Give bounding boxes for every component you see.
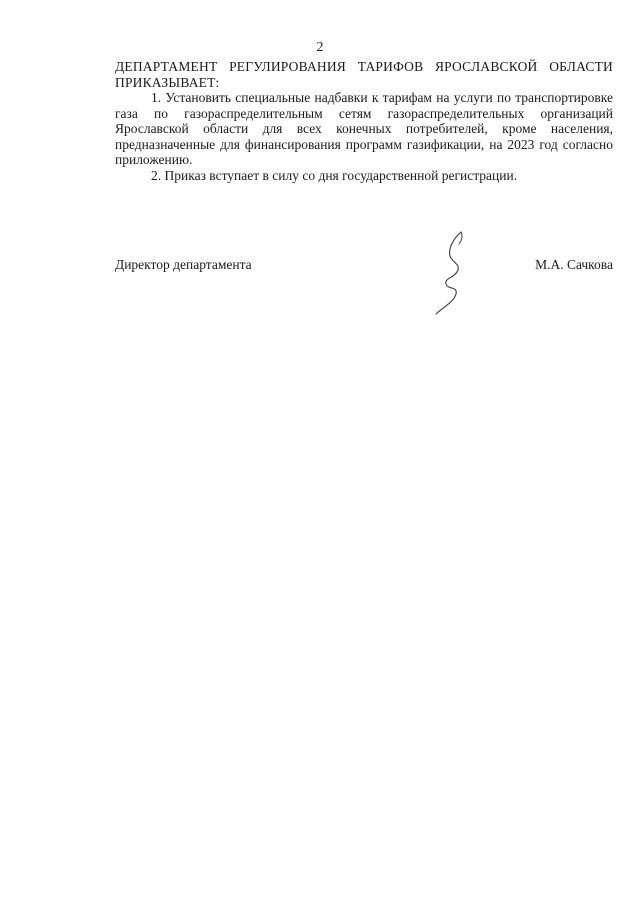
handwritten-signature-icon (430, 228, 470, 316)
page-number: 2 (316, 40, 324, 55)
signatory-title: Директор департамента (115, 257, 252, 272)
document-body (115, 59, 613, 183)
order-heading: ДЕПАРТАМЕНТ РЕГУЛИРОВАНИЯ ТАРИФОВ ЯРОСЛАВСКОЙ ОБЛАСТИ ПРИКАЗЫВАЕТ: (115, 59, 613, 90)
signatory-name: М.А. Сачкова (535, 257, 613, 272)
paragraph-2: 2. Приказ вступает в силу со дня государственной регистрации. (151, 167, 518, 183)
paragraph-1: 1. Установить специальные надбавки к тарифам на услуги по транспортировке газа по газораспределительным сетям газораспределительных организаций Ярославской области для всех конечных потребителей, кроме населения, предназначенные для финансирования программ газификации, на 2023 год согласно приложению. (115, 90, 613, 167)
